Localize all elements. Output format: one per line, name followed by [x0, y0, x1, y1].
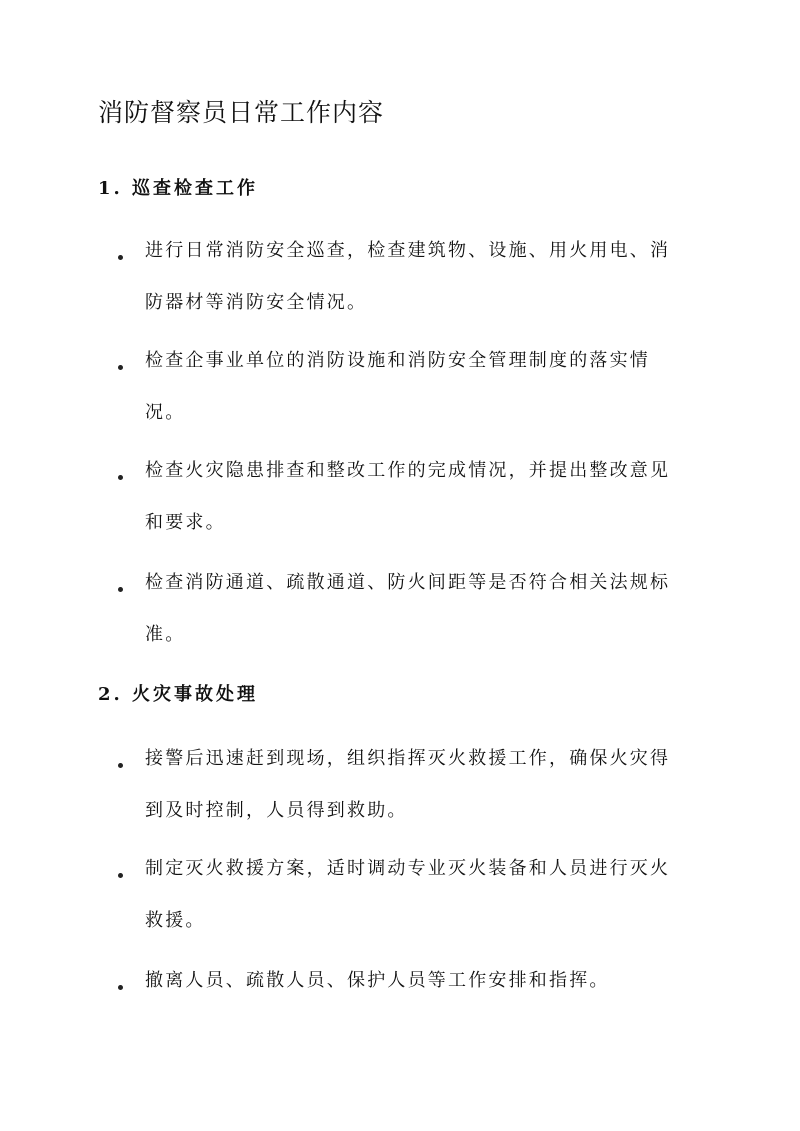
bullet-dot-icon [118, 985, 123, 990]
bullet-dot-icon [118, 763, 123, 768]
section-number: 2. [98, 684, 123, 705]
list-item-text: 检查火灾隐患排查和整改工作的完成情况，并提出整改意见和要求。 [145, 460, 671, 533]
section-number: 1. [98, 178, 123, 199]
bullet-dot-icon [118, 255, 123, 260]
list-item-text: 接警后迅速赶到现场，组织指挥灭火救援工作，确保火灾得到及时控制，人员得到救助。 [145, 748, 671, 821]
list-item-text: 检查企事业单位的消防设施和消防安全管理制度的落实情况。 [145, 350, 650, 423]
bullet-dot-icon [118, 475, 123, 480]
bullet-dot-icon [118, 365, 123, 370]
section-title: 火灾事故处理 [132, 684, 258, 705]
section-heading-1 [98, 176, 258, 202]
list-item-text: 制定灭火救援方案，适时调动专业灭火装备和人员进行灭火救援。 [145, 858, 671, 931]
section-heading-2 [98, 682, 258, 708]
section-title: 巡查检查工作 [132, 178, 258, 199]
bullet-dot-icon [118, 587, 123, 592]
list-item-text: 检查消防通道、疏散通道、防火间距等是否符合相关法规标准。 [145, 572, 671, 645]
list-item-text: 进行日常消防安全巡查，检查建筑物、设施、用火用电、消防器材等消防安全情况。 [145, 240, 671, 313]
bullet-dot-icon [118, 873, 123, 878]
list-item-text: 撤离人员、疏散人员、保护人员等工作安排和指挥。 [145, 970, 610, 991]
document-title: 消防督察员日常工作内容 [98, 98, 385, 127]
